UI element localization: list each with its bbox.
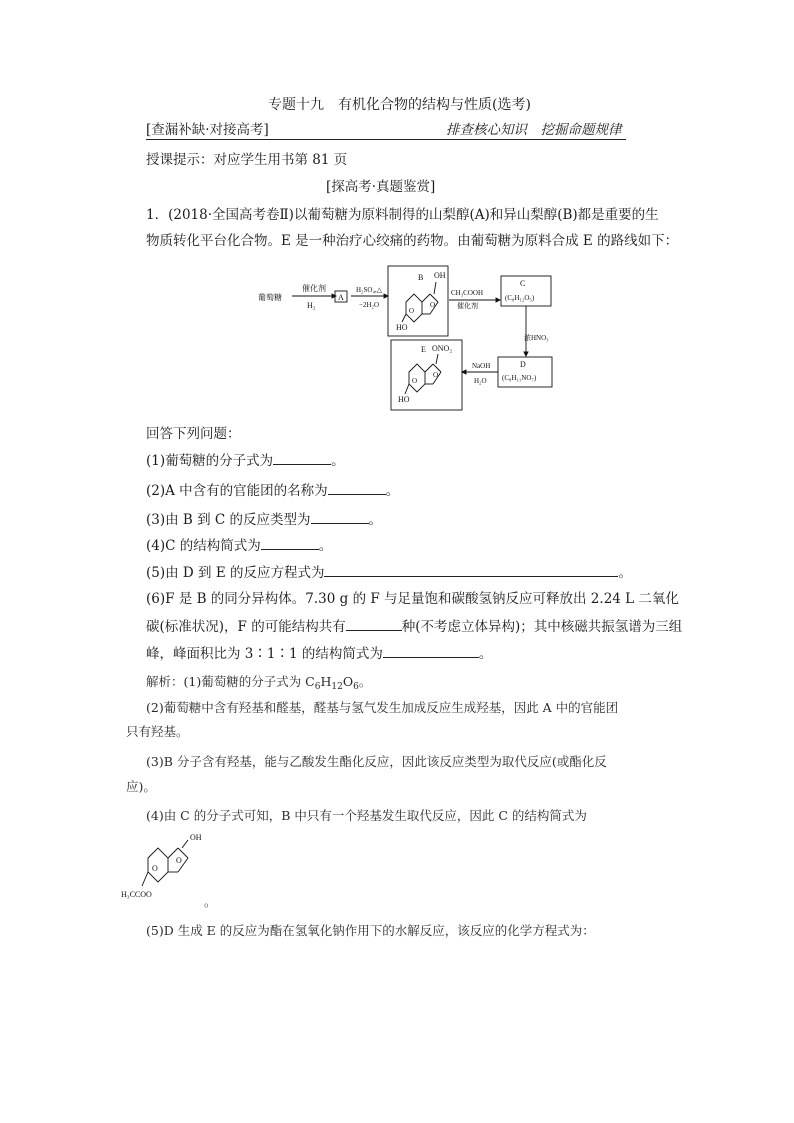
question-6-line1: (6)F 是 B 的同分异构体。7.30 g 的 F 与足量饱和碳酸氢钠反应可释放出 2.24 L 二氧化 [146, 591, 679, 607]
question-6-line3-text: 峰，峰面积比为 3∶1∶1 的结构简式为 [146, 646, 383, 662]
c-o-ring2: O [176, 856, 182, 865]
water-label: −2H₂O [359, 301, 379, 309]
formula-o-count: 6 [353, 682, 359, 692]
d-label: D [520, 360, 526, 369]
analysis-2-line2: 只有羟基。 [126, 724, 189, 739]
section-tag-right: 排查核心知识 挖掘命题规律 [446, 122, 622, 138]
question-4-text: (4)C 的结构简式为 [146, 538, 261, 554]
analysis-1 [146, 672, 371, 692]
e-ho-label: HO [398, 395, 410, 404]
acetic-label: CH₃COOH [451, 289, 483, 297]
hno3-label: 浓HNO₃ [524, 334, 549, 342]
analysis-3-line1: (3)B 分子含有羟基，能与乙酸发生酯化反应，因此该反应类型为取代反应(或酯化反 [146, 754, 607, 769]
h2-label: H₂ [307, 301, 316, 310]
question-6-period: 。 [478, 646, 493, 662]
cat2-label: 催化剂 [457, 302, 478, 310]
h2o-label: H₂O [474, 377, 487, 385]
cat1-label: 催化剂 [302, 284, 326, 293]
analysis-2-line1: (2)葡萄糖中含有羟基和醛基，醛基与氢气发生加成反应生成羟基，因此 A 中的官能团 [146, 700, 619, 715]
b-o-ring2: O [430, 301, 436, 309]
question-3-text: (3)由 B 到 C 的反应类型为 [146, 512, 311, 528]
a-label: A [338, 293, 344, 302]
question-3-period: 。 [368, 512, 383, 528]
questions-prompt: 回答下列问题： [146, 426, 241, 442]
question-2-period: 。 [385, 483, 400, 499]
c-formula: (C₈H₁₂O₅) [505, 294, 535, 302]
answer-blank-2[interactable] [328, 481, 386, 495]
e-label: E [421, 345, 426, 354]
header-rule [146, 139, 626, 140]
question-intro-line1: 1．(2018·全国高考卷Ⅱ)以葡萄糖为原料制得的山梨醇(A)和异山梨醇(B)都是重要的生 [146, 207, 659, 223]
lesson-hint: 授课提示：对应学生用书第 81 页 [146, 152, 348, 168]
question-6-line2a: 碳(标准状况)，F 的可能结构共有 [146, 619, 346, 635]
answer-blank-3[interactable] [311, 510, 369, 524]
acid-label: H₂SO₄,△ [356, 286, 383, 294]
question-2-text: (2)A 中含有的官能团的名称为 [146, 483, 328, 499]
question-intro-line2: 物质转化平台化合物。E 是一种治疗心绞痛的药物。由葡萄糖为原料合成 E 的路线如下： [146, 233, 679, 249]
section-tag-left: [查漏补缺·对接高考] [146, 122, 269, 138]
b-ho-label: HO [396, 323, 408, 332]
b-o-ring1: O [409, 307, 415, 315]
question-2 [146, 481, 399, 500]
question-5 [146, 563, 632, 582]
answer-blank-5[interactable] [324, 563, 618, 577]
d-formula: (C₈H₁₁NO₇) [502, 374, 537, 382]
analysis-4-end: 。 [204, 894, 217, 909]
analysis-5-line1: (5)D 生成 E 的反应为酯在氢氧化钠作用下的水解反应，该反应的化学方程式为： [146, 923, 595, 938]
analysis-1-text: 解析：(1)葡萄糖的分子式为 C [146, 674, 315, 689]
answer-blank-6b[interactable] [383, 644, 479, 658]
question-4 [146, 536, 332, 555]
question-6-line2b: 种(不考虑立体异构)；其中核磁共振氢谱为三组 [401, 619, 683, 635]
c-structure [118, 826, 238, 906]
analysis-3-line2: 应)。 [126, 779, 156, 794]
answer-blank-1[interactable] [273, 451, 331, 465]
synthesis-scheme [256, 264, 556, 412]
formula-h-count: 12 [331, 682, 343, 692]
c-oh-label: OH [190, 833, 202, 842]
analysis-1-end: 。 [358, 674, 372, 689]
e-ono2-label: ONO₂ [432, 344, 453, 353]
question-1-period: 。 [331, 453, 345, 469]
section-heading: [探高考·真题鉴赏] [326, 179, 436, 195]
naoh-label: NaOH [472, 362, 491, 370]
question-4-period: 。 [318, 538, 333, 554]
e-o-ring2: O [433, 371, 439, 379]
question-5-text: (5)由 D 到 E 的反应方程式为 [146, 565, 325, 581]
question-6-line2 [146, 617, 682, 636]
c-label: C [520, 279, 526, 288]
b-oh-label: OH [434, 271, 446, 280]
formula-h: H [320, 674, 332, 689]
page-title: 专题十九 有机化合物的结构与性质(选考) [268, 97, 531, 113]
question-5-period: 。 [618, 565, 632, 581]
answer-blank-4[interactable] [261, 536, 319, 550]
formula-o: O [342, 674, 354, 689]
e-o-ring1: O [412, 377, 418, 385]
answer-blank-6a[interactable] [346, 617, 402, 631]
question-3 [146, 510, 382, 529]
question-1 [146, 451, 345, 470]
c-o-ring1: O [152, 864, 158, 873]
glucose-label: 葡萄糖 [258, 293, 282, 302]
formula-c-count: 6 [314, 682, 321, 692]
question-1-text: (1)葡萄糖的分子式为 [146, 453, 274, 469]
c-acetate-label: H₃CCOO [121, 890, 152, 899]
analysis-4-line1: (4)由 C 的分子式可知，B 中只有一个羟基发生取代反应，因此 C 的结构简式为 [146, 808, 587, 823]
b-label: B [418, 273, 424, 282]
question-6-line3 [146, 644, 492, 663]
